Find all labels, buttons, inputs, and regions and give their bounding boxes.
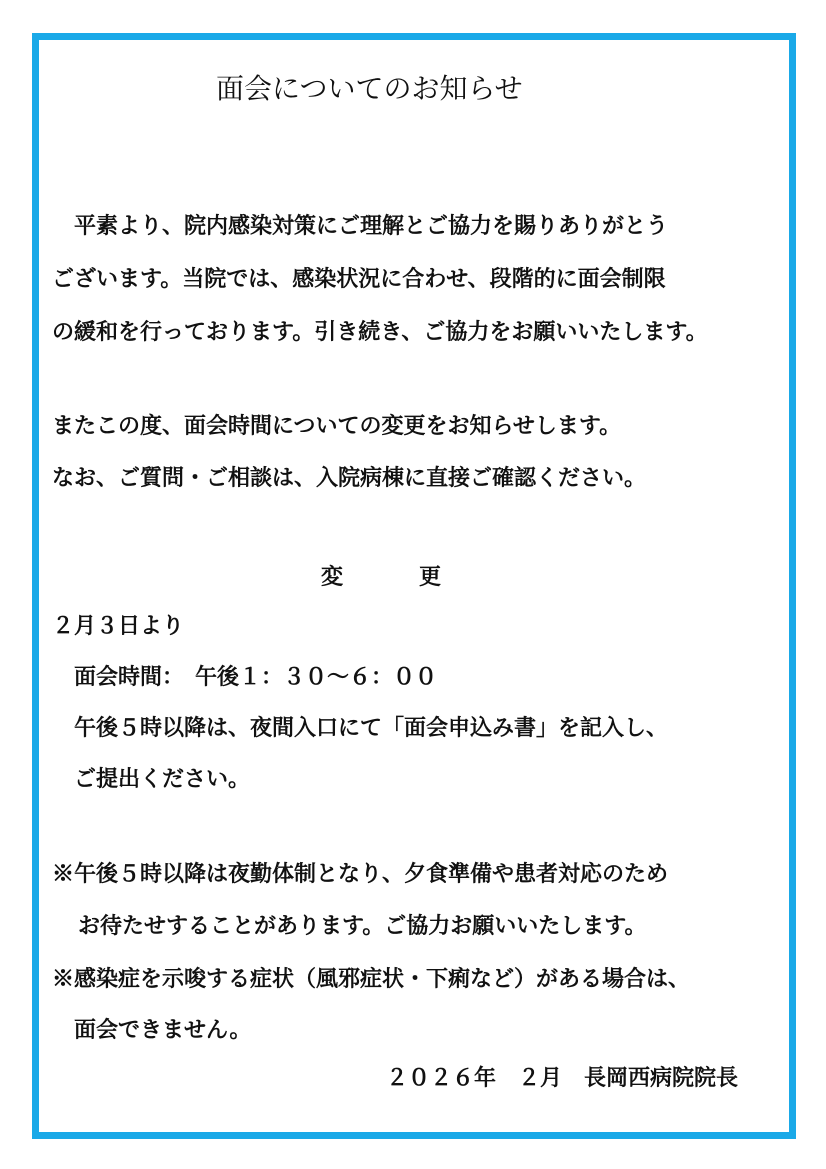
effective-date: ２月３日より <box>52 613 185 639</box>
change-heading-left: 変 <box>321 564 344 590</box>
note-line-2: お待たせすることがあります。ご協力お願いいたします。 <box>78 913 647 939</box>
note-line-3: ※感染症を示唆する症状（風邪症状・下痢など）がある場合は、 <box>52 966 691 992</box>
intro-line-1: 平素より、院内感染対策にご理解とご協力を賜りありがとう <box>74 213 669 239</box>
after5-instruction-line-2: ご提出ください。 <box>74 766 251 792</box>
signature: ２０２６年 ２月 長岡西病院院長 <box>386 1065 739 1091</box>
announcement-line-2: なお、ご質問・ご相談は、入院病棟に直接ご確認ください。 <box>52 465 647 491</box>
intro-line-2: ございます。当院では、感染状況に合わせ、段階的に面会制限 <box>52 266 666 292</box>
notice-title: 面会についてのお知らせ <box>216 72 523 105</box>
after5-instruction-line-1: 午後５時以降は、夜間入口にて「面会申込み書」を記入し、 <box>74 715 669 741</box>
intro-line-3: の緩和を行っております。引き続き、ご協力をお願いいたします。 <box>52 319 708 345</box>
announcement-line-1: またこの度、面会時間についての変更をお知らせします。 <box>52 413 622 439</box>
note-line-1: ※午後５時以降は夜勤体制となり、夕食準備や患者対応のため <box>52 861 669 887</box>
note-line-4: 面会できません。 <box>74 1017 252 1043</box>
change-heading-right: 更 <box>419 564 442 590</box>
visiting-hours: 面会時間： 午後１：３０～６：００ <box>74 664 438 690</box>
